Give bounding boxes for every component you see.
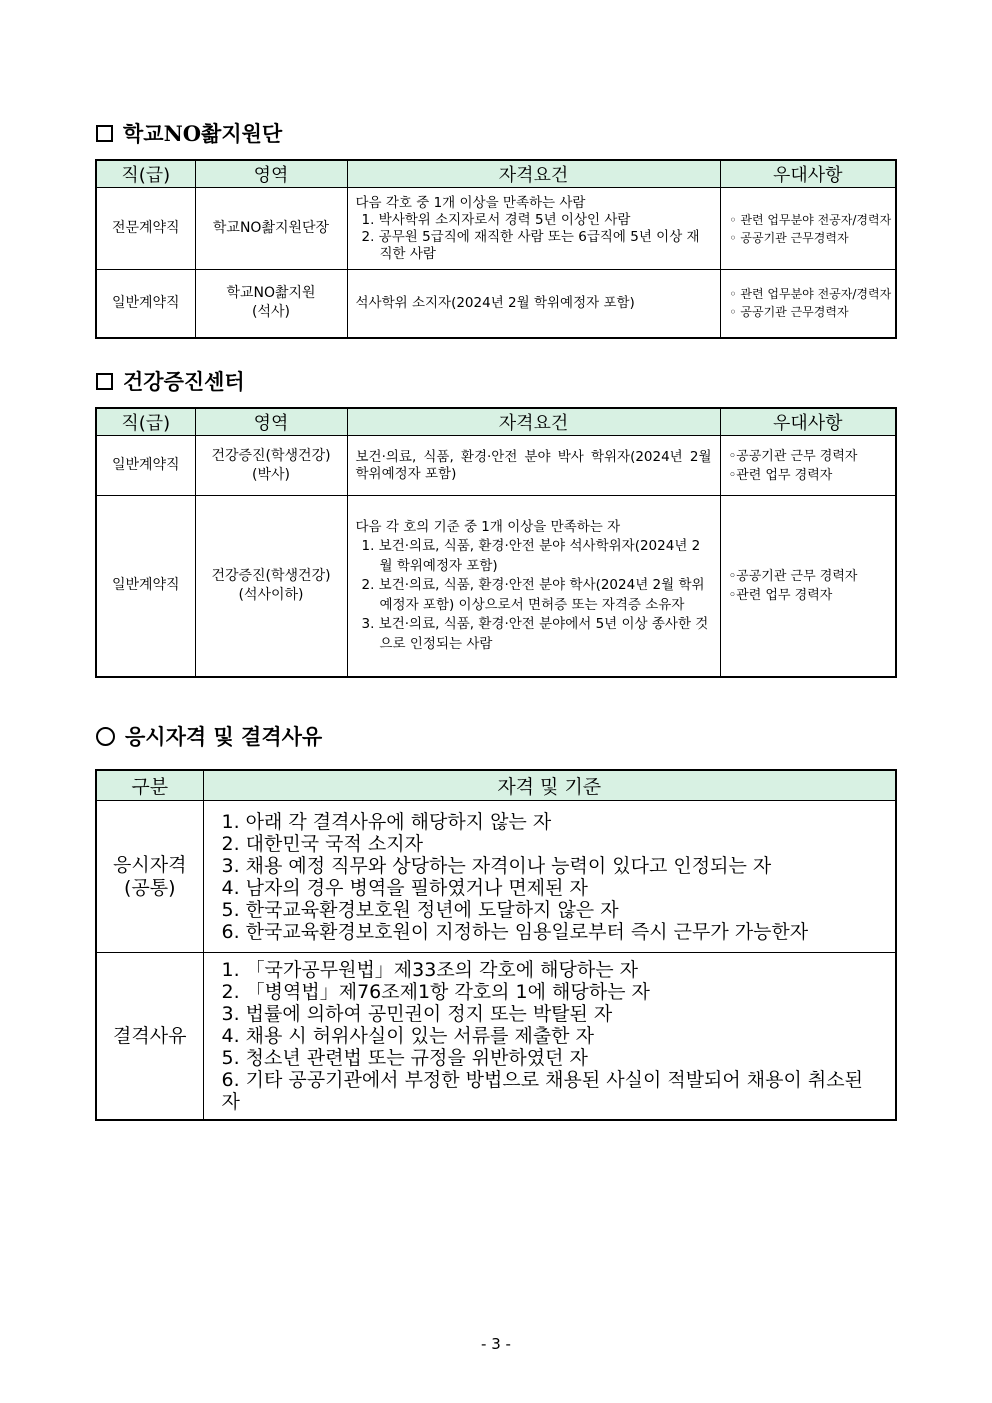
cell-area: 학교NO촮지원단장 — [195, 188, 347, 270]
header-rank: 직(급) — [96, 160, 195, 188]
cell-rank: 전문계약직 — [96, 188, 195, 270]
cell-pref: ◦ 관련 업무분야 전공자/경력자 ◦ 공공기관 근무경력자 — [720, 188, 896, 270]
section-title-text: 건강증진센터 — [123, 369, 245, 394]
header-category: 구분 — [96, 770, 203, 801]
cell-req: 석사학위 소지자(2024년 2월 학위예정자 포함) — [347, 270, 720, 338]
square-bullet-icon — [96, 125, 113, 142]
list-item: 2. 「병역법」제76조제1항 각호의 1에 해당하는 자 — [221, 981, 650, 1003]
cell-criteria-list — [203, 801, 896, 953]
list-item: 1. 아래 각 결격사유에 해당하지 않는 자 — [221, 810, 552, 833]
table-qualifications — [95, 769, 897, 1121]
cell-area: 학교NO촮지원 (석사) — [195, 270, 347, 338]
list-item: 5. 한국교육환경보호원 정년에 도달하지 않은 자 — [221, 898, 619, 921]
cell-rank: 일반계약직 — [96, 436, 195, 496]
table-row — [96, 188, 896, 270]
list-item: 6. 기타 공공기관에서 부정한 방법으로 채용된 사실이 적발되어 채용이 취소된 자 — [221, 1069, 863, 1113]
table-row — [96, 801, 896, 953]
cell-req: 보건·의료, 식품, 환경·안전 분야 박사 학위자(2024년 2월 학위예정자 포함) — [347, 436, 720, 496]
cell-req: 다음 각 호의 기준 중 1개 이상을 만족하는 자 1. 보건·의료, 식품, 환경·안전 분야 석사학위자(2024년 2월 학위예정자 포함) 2. 보건·의료, 식품, 환경·안전 분야 학사(2024년 2월 학위예정자 포함) 이상으로서 면허증 또는 자격증 소유자 3. 보건·의료, 식품, 환경·안전 분야에서 5년 이상 종사한 것으로 인정되는 사람 — [347, 496, 720, 677]
list-item: 4. 남자의 경우 병역을 필하였거나 면제된 자 — [221, 876, 588, 899]
table-row — [96, 436, 896, 496]
header-area: 영역 — [195, 408, 347, 436]
cell-category: 응시자격 (공통) — [96, 801, 203, 953]
list-item: 1. 「국가공무원법」제33조의 각호에 해당하는 자 — [221, 959, 638, 981]
cell-rank: 일반계약직 — [96, 270, 195, 338]
section-title-2 — [96, 366, 245, 396]
cell-pref: ◦공공기관 근무 경력자 ◦관련 업무 경력자 — [720, 496, 896, 677]
table-row — [96, 270, 896, 338]
header-criteria: 자격 및 기준 — [203, 770, 896, 801]
square-bullet-icon — [96, 373, 113, 390]
header-pref: 우대사항 — [720, 408, 896, 436]
header-req: 자격요건 — [347, 408, 720, 436]
cell-rank: 일반계약직 — [96, 496, 195, 677]
cell-req: 다음 각호 중 1개 이상을 만족하는 사람 1. 박사학위 소지자로서 경력 5년 이상인 사람 2. 공무원 5급직에 재직한 사람 또는 6급직에 5년 이상 재직한 사람 — [347, 188, 720, 270]
table-school-support — [95, 159, 897, 339]
table-row — [96, 496, 896, 677]
list-item: 3. 법률에 의하여 공민권이 정지 또는 박탈된 자 — [221, 1003, 613, 1025]
cell-category: 결격사유 — [96, 953, 203, 1121]
list-item: 5. 청소년 관련법 또는 규정을 위반하였던 자 — [221, 1047, 588, 1069]
header-rank: 직(급) — [96, 408, 195, 436]
list-item: 3. 채용 예정 직무와 상당하는 자격이나 능력이 있다고 인정되는 자 — [221, 854, 772, 877]
section-title-text: 학교NO촮지원단 — [123, 121, 283, 146]
circle-bullet-icon — [96, 727, 115, 746]
header-req: 자격요건 — [347, 160, 720, 188]
cell-pref: ◦ 관련 업무분야 전공자/경력자 ◦ 공공기관 근무경력자 — [720, 270, 896, 338]
list-item: 4. 채용 시 허위사실이 있는 서류를 제출한 자 — [221, 1025, 594, 1047]
section-title-text: 응시자격 및 결격사유 — [125, 724, 323, 749]
cell-area: 건강증진(학생건강) (석사이하) — [195, 496, 347, 677]
header-pref: 우대사항 — [720, 160, 896, 188]
cell-area: 건강증진(학생건강) (박사) — [195, 436, 347, 496]
list-item: 2. 대한민국 국적 소지자 — [221, 832, 423, 855]
table-row — [96, 953, 896, 1121]
section-title-1 — [96, 118, 282, 148]
cell-pref: ◦공공기관 근무 경력자 ◦관련 업무 경력자 — [720, 436, 896, 496]
section-title-3 — [96, 721, 322, 751]
table-health-center — [95, 407, 897, 678]
cell-criteria-list — [203, 953, 896, 1121]
header-area: 영역 — [195, 160, 347, 188]
list-item: 6. 한국교육환경보호원이 지정하는 임용일로부터 즉시 근무가 가능한자 — [221, 920, 809, 943]
page-number: - 3 - — [481, 1335, 511, 1353]
